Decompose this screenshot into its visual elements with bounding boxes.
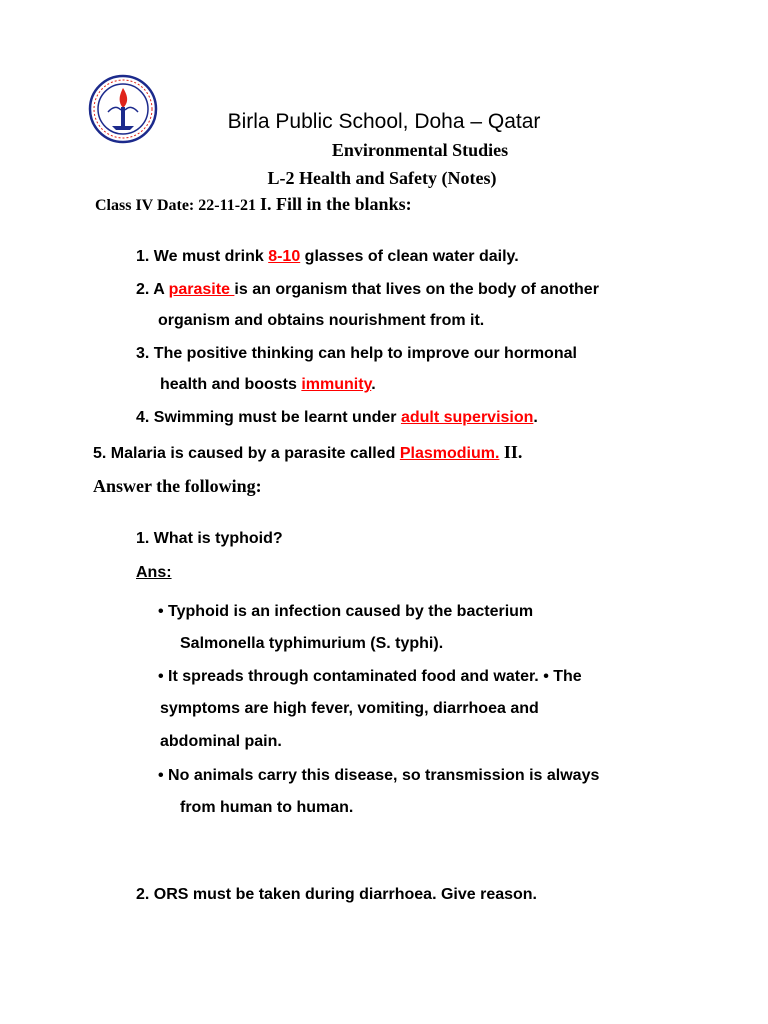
fill-blank-text: .	[533, 409, 538, 426]
answer-bullet-continued: abdominal pain.	[160, 733, 282, 750]
fill-blank-3: 3. The positive thinking can help to improve our hormonal	[136, 345, 577, 362]
answer-bullet-continued: Salmonella typhimurium (S. typhi).	[180, 635, 444, 652]
answer-bullet: • Typhoid is an infection caused by the bacterium	[158, 603, 534, 620]
fill-blank-1	[136, 248, 519, 266]
fill-blank-text: 4. Swimming must be learnt under	[136, 409, 401, 426]
fill-blank-answer: 8-10	[268, 248, 301, 265]
answer-bullet: • It spreads through contaminated food and water. • The	[158, 668, 582, 685]
fill-blank-answer: Plasmodium.	[399, 445, 500, 462]
fill-blank-answer: immunity	[301, 376, 372, 393]
answer-bullet: • No animals carry this disease, so transmission is always	[158, 767, 600, 784]
subject-title: Environmental Studies	[331, 140, 509, 160]
fill-blank-answer: adult supervision	[400, 409, 534, 426]
fill-blank-text: 5. Malaria is caused by a parasite called	[93, 445, 400, 462]
class-date-line	[95, 194, 412, 215]
question-1: 1. What is typhoid?	[136, 530, 283, 547]
answer-bullet-continued: symptoms are high fever, vomiting, diarrhoea and	[160, 700, 539, 717]
fill-blank-text: 1. We must drink	[136, 248, 269, 265]
answer-bullet-continued: from human to human.	[180, 799, 354, 816]
fill-blank-text: is an organism that lives on the body of another	[234, 281, 599, 298]
answer-label: Ans:	[136, 564, 172, 581]
fill-blank-5	[93, 442, 522, 463]
section-two-number: II.	[499, 442, 523, 462]
fill-blank-answer: parasite	[168, 281, 235, 298]
fill-blank-text: glasses of clean water daily.	[300, 248, 519, 265]
fill-blank-4	[136, 409, 538, 427]
school-name: Birla Public School, Doha – Qatar	[227, 110, 541, 133]
fill-blank-text: .	[371, 376, 376, 393]
fill-blank-2-continued: organism and obtains nourishment from it.	[158, 312, 485, 329]
fill-blank-text: health and boosts	[160, 376, 302, 393]
question-2: 2. ORS must be taken during diarrhoea. Give reason.	[136, 886, 537, 903]
fill-blank-2	[136, 281, 599, 299]
lesson-title: L-2 Health and Safety (Notes)	[267, 168, 497, 188]
fill-blank-3-continued	[160, 376, 376, 394]
section-one-heading: I. Fill in the blanks:	[260, 194, 412, 214]
class-date: Class IV Date: 22-11-21	[95, 197, 257, 214]
fill-blank-text: 2. A	[136, 281, 169, 298]
answer-heading: Answer the following:	[93, 476, 262, 496]
